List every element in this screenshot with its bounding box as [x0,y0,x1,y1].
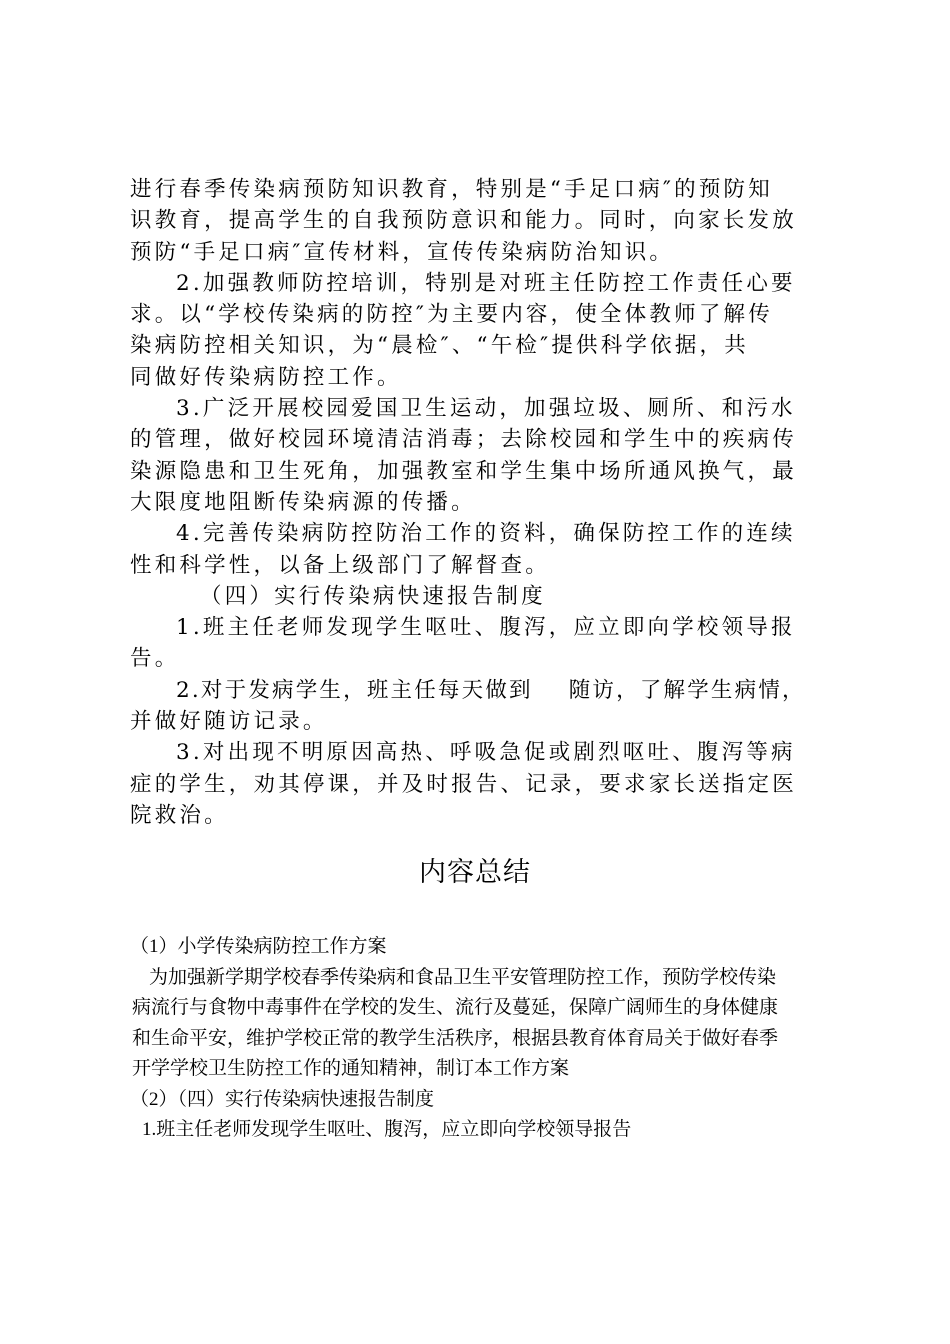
body-line: 同做好传染病防控工作。 [130,364,402,390]
body-line: 2.加强教师防控培训，特别是对班主任防控工作责任心要 [176,270,796,296]
body-line: 染源隐患和卫生死角，加强教室和学生集中场所通风换气，最 [130,458,797,484]
body-line: 并做好随访记录。 [130,709,328,735]
body-line: 症的学生，劝其停课，并及时报告、记录，要求家长送指定医 [130,771,797,797]
body-line: 院救治。 [130,802,229,828]
body-line: 求。以“学校传染病的防控″为主要内容，使全体教师了解传 [130,302,773,328]
body-line: 进行春季传染病预防知识教育，特别是“手足口病″的预防知 [130,177,773,202]
summary-title: 内容总结 [419,857,531,887]
summary-line: 1.班主任老师发现学生呕吐、腹泻，应立即向学校领导报告 [142,1119,632,1140]
summary-line: （1）小学传染病防控工作方案 [130,936,387,957]
body-line: 3.广泛开展校园爱国卫生运动，加强垃圾、厕所、和污水 [176,396,796,422]
summary-line: 开学学校卫生防控工作的通知精神，制订本工作方案 [132,1058,570,1079]
body-line: 1.班主任老师发现学生呕吐、腹泻，应立即向学校领导报 [176,615,796,641]
section-heading: （四）实行传染病快速报告制度 [200,583,546,609]
summary-text [130,932,840,1146]
body-line [130,675,820,706]
summary-line: 为加强新学期学校春季传染病和食品卫生平安管理防控工作，预防学校传染 [149,966,777,988]
body-line: 性和科学性，以备上级部门了解督查。 [130,552,550,578]
summary-line: 和生命平安，维护学校正常的教学生活秩序，根据县教育体育局关于做好春季 [132,1027,779,1049]
body-line-part: 随访，了解学生病情， [568,677,806,703]
summary-line: （2）（四）实行传染病快速报告制度 [130,1088,435,1110]
body-line: 识教育，提高学生的自我预防意识和能力。同时，向家长发放 [130,208,797,234]
body-line: 大限度地阻断传染病源的传播。 [130,489,476,515]
body-text [130,174,820,831]
body-line: 的管理，做好校园环境清洁消毒；去除校园和学生中的疾病传 [130,427,797,453]
body-line: 预防“手足口病″宣传材料，宣传传染病防治知识。 [130,239,675,265]
body-line: 告。 [130,646,180,672]
body-line: 3.对出现不明原因高热、呼吸急促或剧烈呕吐、腹泻等病 [176,740,796,766]
body-line: 染病防控相关知识，为“晨检″、“午检″提供科学依据，共 [130,333,749,359]
body-line-part: 2.对于发病学生，班主任每天做到 [176,677,533,703]
summary-line: 病流行与食物中毒事件在学校的发生、流行及蔓延，保障广阔师生的身体健康 [132,997,779,1018]
body-line: 4.完善传染病防控防治工作的资料，确保防控工作的连续 [176,521,796,547]
